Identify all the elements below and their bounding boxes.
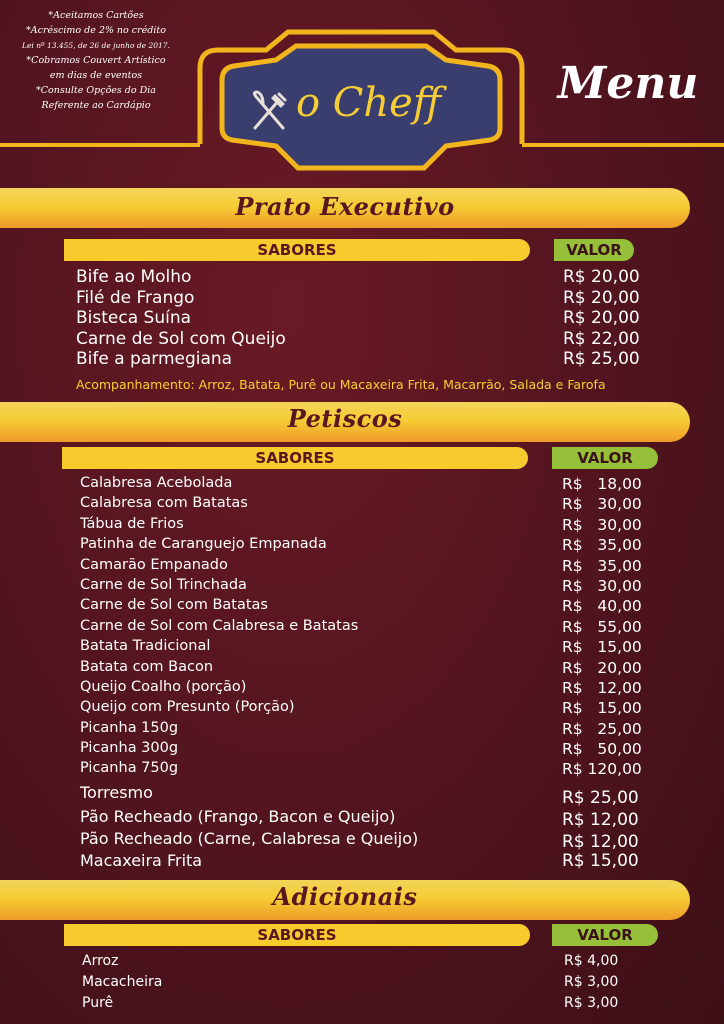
list-item: [0, 536, 724, 556]
acompanhamento-note: Acompanhamento: Arroz, Batata, Purê ou Macaxeira Frita, Macarrão, Salada e Farofa: [76, 377, 606, 392]
item-name: Picanha 750g: [80, 760, 179, 777]
list-item: [0, 475, 724, 495]
item-name: Carne de Sol Trinchada: [80, 576, 247, 593]
note-credit-fee: *Acréscimo de 2% no crédito: [26, 25, 166, 36]
list-item: [0, 760, 724, 780]
item-name: Calabresa com Batatas: [80, 495, 248, 512]
list-item: [0, 597, 724, 617]
item-name: Purê: [82, 995, 114, 1011]
item-name: Patinha de Caranguejo Empanada: [80, 536, 327, 553]
item-name: Pão Recheado (Carne, Calabresa e Queijo): [80, 828, 419, 848]
list-item: [0, 974, 724, 995]
list-item: [0, 720, 724, 740]
item-price: R$ 12,00: [562, 678, 642, 697]
item-name: Macacheira: [82, 974, 163, 990]
list-item: [0, 618, 724, 638]
list-item: [0, 267, 724, 288]
list-item: [0, 740, 724, 760]
item-name: Picanha 300g: [80, 740, 179, 757]
item-name: Queijo com Presunto (Porção): [80, 699, 295, 716]
item-price: R$ 20,00: [563, 287, 640, 308]
list-item: [0, 638, 724, 658]
note-reference: Referente ao Cardápio: [41, 100, 151, 111]
note-couvert: *Cobramos Couvert Artístico: [26, 55, 166, 66]
item-price: R$ 15,00: [562, 638, 642, 657]
adicionais-list: [0, 953, 724, 1016]
note-options: *Consulte Opções do Dia: [36, 85, 156, 96]
list-item: [0, 577, 724, 597]
item-name: Carne de Sol com Batatas: [80, 597, 268, 614]
col-header-sabores: SABORES: [64, 924, 530, 946]
item-price: R$ 3,00: [564, 974, 619, 990]
item-price: R$ 25,00: [562, 719, 642, 738]
list-item: [0, 516, 724, 536]
item-price: R$ 35,00: [562, 556, 642, 575]
item-price: R$ 12,00: [562, 831, 639, 852]
col-header-sabores: SABORES: [62, 447, 528, 469]
item-price: R$ 15,00: [562, 699, 642, 718]
item-price: R$ 30,00: [562, 515, 642, 534]
petiscos-list: [0, 475, 724, 869]
item-name: Camarão Empanado: [80, 556, 228, 573]
list-item: [0, 807, 724, 829]
col-header-valor: VALOR: [552, 924, 658, 946]
item-name: Carne de Sol com Calabresa e Batatas: [80, 617, 359, 634]
item-name: Bisteca Suína: [76, 308, 192, 328]
list-item: [0, 953, 724, 974]
list-item: [0, 557, 724, 577]
list-item: [0, 329, 724, 350]
item-name: Bife ao Molho: [76, 267, 192, 287]
item-price: R$ 35,00: [562, 536, 642, 555]
list-item: [0, 995, 724, 1016]
header-line-right: [522, 143, 724, 147]
item-name: Batata com Bacon: [80, 658, 214, 675]
list-item: [0, 851, 724, 873]
fork-knife-icon: [245, 88, 293, 136]
list-item: [0, 659, 724, 679]
item-name: Arroz: [82, 953, 119, 969]
note-law: Lei nº 13.455, de 26 de junho de 2017.: [22, 41, 170, 50]
item-name: Tábua de Frios: [80, 515, 184, 532]
list-item: [0, 288, 724, 309]
item-price: R$ 40,00: [562, 597, 642, 616]
disclaimer-notes: [8, 8, 184, 113]
section-title-executivo: Prato Executivo: [235, 192, 455, 221]
item-price: R$ 30,00: [562, 495, 642, 514]
item-name: Filé de Frango: [76, 287, 195, 308]
item-name: Batata Tradicional: [80, 638, 211, 655]
item-name: Calabresa Acebolada: [80, 475, 233, 491]
item-price: R$ 20,00: [563, 308, 640, 328]
item-price: R$ 55,00: [562, 617, 642, 636]
item-name: Bife a parmegiana: [76, 349, 233, 369]
list-item: [0, 308, 724, 329]
executivo-list: [0, 267, 724, 370]
col-header-valor: VALOR: [552, 447, 658, 469]
logo-name: o Cheff: [296, 80, 442, 126]
item-price: R$ 25,00: [563, 349, 640, 369]
item-price: R$ 25,00: [562, 787, 639, 808]
item-price: R$ 3,00: [564, 995, 619, 1011]
list-item: [0, 699, 724, 719]
item-price: R$ 18,00: [562, 475, 642, 493]
item-price: R$ 50,00: [562, 740, 642, 759]
item-price: R$ 15,00: [562, 850, 639, 871]
header-line-left: [0, 143, 200, 147]
item-name: Carne de Sol com Queijo: [76, 328, 286, 349]
item-name: Pão Recheado (Frango, Bacon e Queijo): [80, 806, 396, 826]
item-price: R$ 4,00: [564, 953, 619, 969]
item-price: R$ 22,00: [563, 328, 640, 349]
section-title-adicionais: Adicionais: [272, 882, 418, 911]
section-title-petiscos: Petiscos: [287, 404, 403, 433]
list-item: [0, 679, 724, 699]
item-price: R$ 20,00: [563, 267, 640, 287]
note-events: em dias de eventos: [49, 70, 143, 81]
col-header-valor: VALOR: [554, 239, 634, 261]
list-item: [0, 829, 724, 851]
item-price: R$ 30,00: [562, 576, 642, 595]
list-item: [0, 349, 724, 370]
item-name: Torresmo: [80, 782, 153, 802]
menu-title: Menu: [557, 58, 699, 109]
item-name: Picanha 150g: [80, 719, 179, 736]
item-price: R$ 12,00: [562, 809, 639, 830]
list-item: [0, 782, 724, 808]
item-price: R$ 120,00: [562, 760, 642, 779]
note-cards: *Aceitamos Cartões: [48, 10, 144, 21]
col-header-sabores: SABORES: [64, 239, 530, 261]
item-name: Queijo Coalho (porção): [80, 678, 247, 695]
item-name: Macaxeira Frita: [80, 850, 203, 870]
item-price: R$ 20,00: [562, 658, 642, 677]
list-item: [0, 495, 724, 515]
